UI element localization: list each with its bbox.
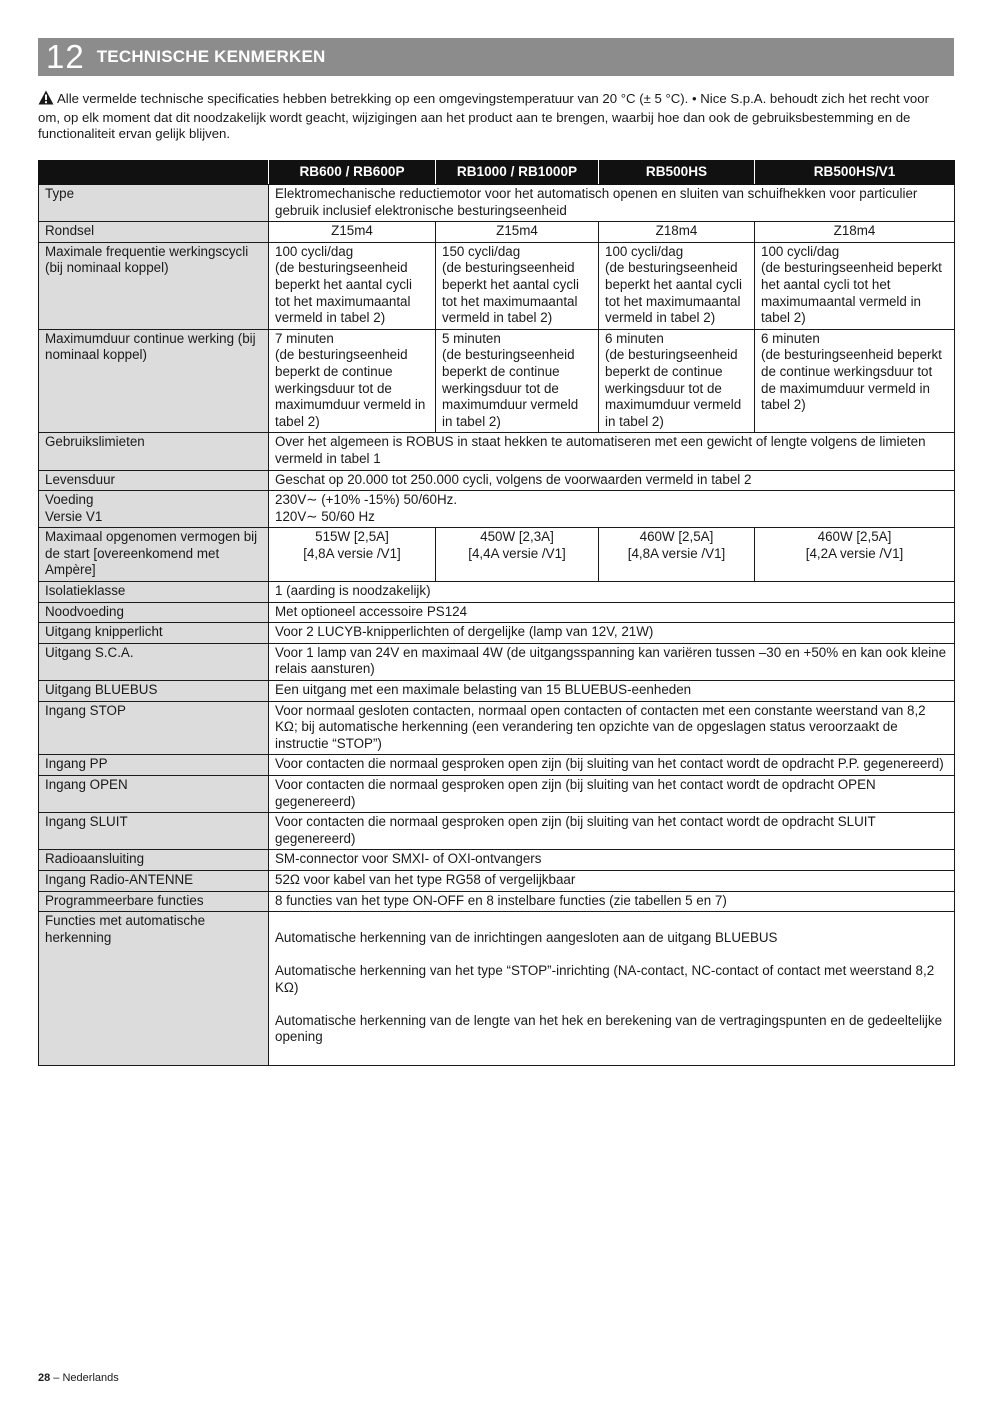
row-value: 515W [2,5A] [4,8A versie /V1]	[269, 528, 436, 582]
row-label: Maximale frequentie werkingscycli (bij nominaal koppel)	[39, 242, 269, 329]
row-label: Isolatieklasse	[39, 582, 269, 603]
section-number: 12	[46, 38, 85, 75]
table-row	[39, 912, 955, 1065]
row-value: Voor contacten die normaal gesproken open zijn (bij sluiting van het contact wordt de opdracht OPEN gegenereerd)	[269, 776, 955, 813]
table-row	[39, 185, 955, 222]
row-label: Uitgang S.C.A.	[39, 643, 269, 680]
row-label: Gebruikslimieten	[39, 433, 269, 470]
row-value: Geschat op 20.000 tot 250.000 cycli, volgens de voorwaarden vermeld in tabel 2	[269, 470, 955, 491]
row-label: Type	[39, 185, 269, 222]
table-row	[39, 813, 955, 850]
header-corner	[39, 161, 269, 185]
row-label: Rondsel	[39, 222, 269, 243]
table-row	[39, 242, 955, 329]
row-value: Voor normaal gesloten contacten, normaal open contacten of contacten met een constante weerstand van 8,2 KΩ; bij automatische herkenning (een verandering ten opzichte van de opgeslagen status veroorzaakt de instructie “STOP”)	[269, 701, 955, 755]
row-value: Z15m4	[436, 222, 599, 243]
row-label: Ingang SLUIT	[39, 813, 269, 850]
footer-language: Nederlands	[62, 1372, 119, 1384]
table-row	[39, 870, 955, 891]
row-label: Functies met automatische herkenning	[39, 912, 269, 1065]
row-value: Met optioneel accessoire PS124	[269, 602, 955, 623]
table-row	[39, 222, 955, 243]
warning-icon	[38, 90, 54, 110]
header-model: RB500HS	[599, 161, 755, 185]
table-row	[39, 681, 955, 702]
table-row	[39, 623, 955, 644]
row-value: 7 minuten (de besturingseenheid beperkt de continue werkingsduur tot de maximumduur vermeld in tabel 2)	[269, 329, 436, 433]
row-value: Z15m4	[269, 222, 436, 243]
notice-text: Alle vermelde technische specificaties hebben betrekking op een omgevingstemperatuur van 20 °C (± 5 °C). • Nice S.p.A. behoudt zich het recht voor om, op elk moment dat dit noodzakelijk wordt geacht, wijzigingen aan het product aan te brengen, waarbij hoe dan ook de gebruiksbestemming en de functionaliteit ervan gelijk blijven.	[38, 91, 929, 141]
row-value: 6 minuten (de besturingseenheid beperkt de continue werkingsduur tot de maximumduur vermeld in tabel 2)	[599, 329, 755, 433]
row-label: Uitgang BLUEBUS	[39, 681, 269, 702]
row-value: 100 cycli/dag (de besturingseenheid beperkt het aantal cycli tot het maximumaantal vermeld in tabel 2)	[269, 242, 436, 329]
row-label: Voeding Versie V1	[39, 491, 269, 528]
value-line: Automatische herkenning van de inrichtingen aangesloten aan de uitgang BLUEBUS	[275, 929, 778, 945]
row-label: Uitgang knipperlicht	[39, 623, 269, 644]
row-label: Radioaansluiting	[39, 850, 269, 871]
row-value: 230V∼ (+10% -15%) 50/60Hz. 120V∼ 50/60 Hz	[269, 491, 955, 528]
row-value: 100 cycli/dag (de besturingseenheid beperkt het aantal cycli tot het maximumaantal vermeld in tabel 2)	[599, 242, 755, 329]
table-row	[39, 776, 955, 813]
row-value: 5 minuten (de besturingseenheid beperkt de continue werkingsduur tot de maximumduur vermeld in tabel 2)	[436, 329, 599, 433]
footer-separator: –	[50, 1372, 63, 1384]
row-value: 150 cycli/dag (de besturingseenheid beperkt het aantal cycli tot het maximumaantal vermeld in tabel 2)	[436, 242, 599, 329]
row-value: Z18m4	[755, 222, 955, 243]
specifications-table	[38, 160, 955, 1066]
table-row	[39, 602, 955, 623]
table-row	[39, 470, 955, 491]
row-value: 6 minuten (de besturingseenheid beperkt de continue werkingsduur tot de maximumduur vermeld in tabel 2)	[755, 329, 955, 433]
header-model: RB500HS/V1	[755, 161, 955, 185]
value-line: Automatische herkenning van de lengte van het hek en berekening van de vertragingspunten en de gedeeltelijke opening	[275, 1012, 943, 1045]
row-value: 1 (aarding is noodzakelijk)	[269, 582, 955, 603]
section-header	[38, 38, 954, 76]
row-label: Levensduur	[39, 470, 269, 491]
header-model: RB600 / RB600P	[269, 161, 436, 185]
row-label: Ingang PP	[39, 755, 269, 776]
header-model: RB1000 / RB1000P	[436, 161, 599, 185]
table-row	[39, 701, 955, 755]
row-value: Z18m4	[599, 222, 755, 243]
table-row	[39, 891, 955, 912]
row-value: 460W [2,5A] [4,8A versie /V1]	[599, 528, 755, 582]
value-line: Automatische herkenning van het type “STOP”-inrichting (NA-contact, NC-contact of contact met weerstand 8,2 KΩ)	[275, 962, 935, 995]
page-footer	[38, 1372, 119, 1384]
row-label: Maximumduur continue werking (bij nominaal koppel)	[39, 329, 269, 433]
page-number: 28	[38, 1372, 51, 1384]
row-label: Noodvoeding	[39, 602, 269, 623]
row-value: 8 functies van het type ON-OFF en 8 instelbare functies (zie tabellen 5 en 7)	[269, 891, 955, 912]
row-label: Ingang OPEN	[39, 776, 269, 813]
row-value	[269, 912, 955, 1065]
table-row	[39, 528, 955, 582]
row-value: 460W [2,5A] [4,2A versie /V1]	[755, 528, 955, 582]
section-title: TECHNISCHE KENMERKEN	[96, 47, 326, 66]
table-row	[39, 491, 955, 528]
row-label: Ingang Radio-ANTENNE	[39, 870, 269, 891]
table-header-row	[39, 161, 955, 185]
row-label: Ingang STOP	[39, 701, 269, 755]
row-value: Een uitgang met een maximale belasting van 15 BLUEBUS-eenheden	[269, 681, 955, 702]
row-value: Voor contacten die normaal gesproken open zijn (bij sluiting van het contact wordt de opdracht SLUIT gegenereerd)	[269, 813, 955, 850]
table-row	[39, 643, 955, 680]
table-row	[39, 433, 955, 470]
row-value: 100 cycli/dag (de besturingseenheid beperkt het aantal cycli tot het maximumaantal vermeld in tabel 2)	[755, 242, 955, 329]
row-value: SM-connector voor SMXI- of OXI-ontvangers	[269, 850, 955, 871]
table-row	[39, 329, 955, 433]
notice-paragraph	[38, 90, 954, 143]
table-row	[39, 755, 955, 776]
row-value: Voor contacten die normaal gesproken open zijn (bij sluiting van het contact wordt de opdracht P.P. gegenereerd)	[269, 755, 955, 776]
row-value: Elektromechanische reductiemotor voor het automatisch openen en sluiten van schuifhekken voor particulier gebruik inclusief elektronische besturingseenheid	[269, 185, 955, 222]
row-value: Over het algemeen is ROBUS in staat hekken te automatiseren met een gewicht of lengte volgens de limieten vermeld in tabel 1	[269, 433, 955, 470]
table-row	[39, 582, 955, 603]
row-value: Voor 2 LUCYB-knipperlichten of dergelijke (lamp van 12V, 21W)	[269, 623, 955, 644]
table-row	[39, 850, 955, 871]
row-value: 450W [2,3A] [4,4A versie /V1]	[436, 528, 599, 582]
row-label: Maximaal opgenomen vermogen bij de start [overeenkomend met Ampère]	[39, 528, 269, 582]
row-value: Voor 1 lamp van 24V en maximaal 4W (de uitgangsspanning kan variëren tussen –30 en +50% en kan ook kleine relais aansturen)	[269, 643, 955, 680]
row-value: 52Ω voor kabel van het type RG58 of vergelijkbaar	[269, 870, 955, 891]
row-label: Programmeerbare functies	[39, 891, 269, 912]
